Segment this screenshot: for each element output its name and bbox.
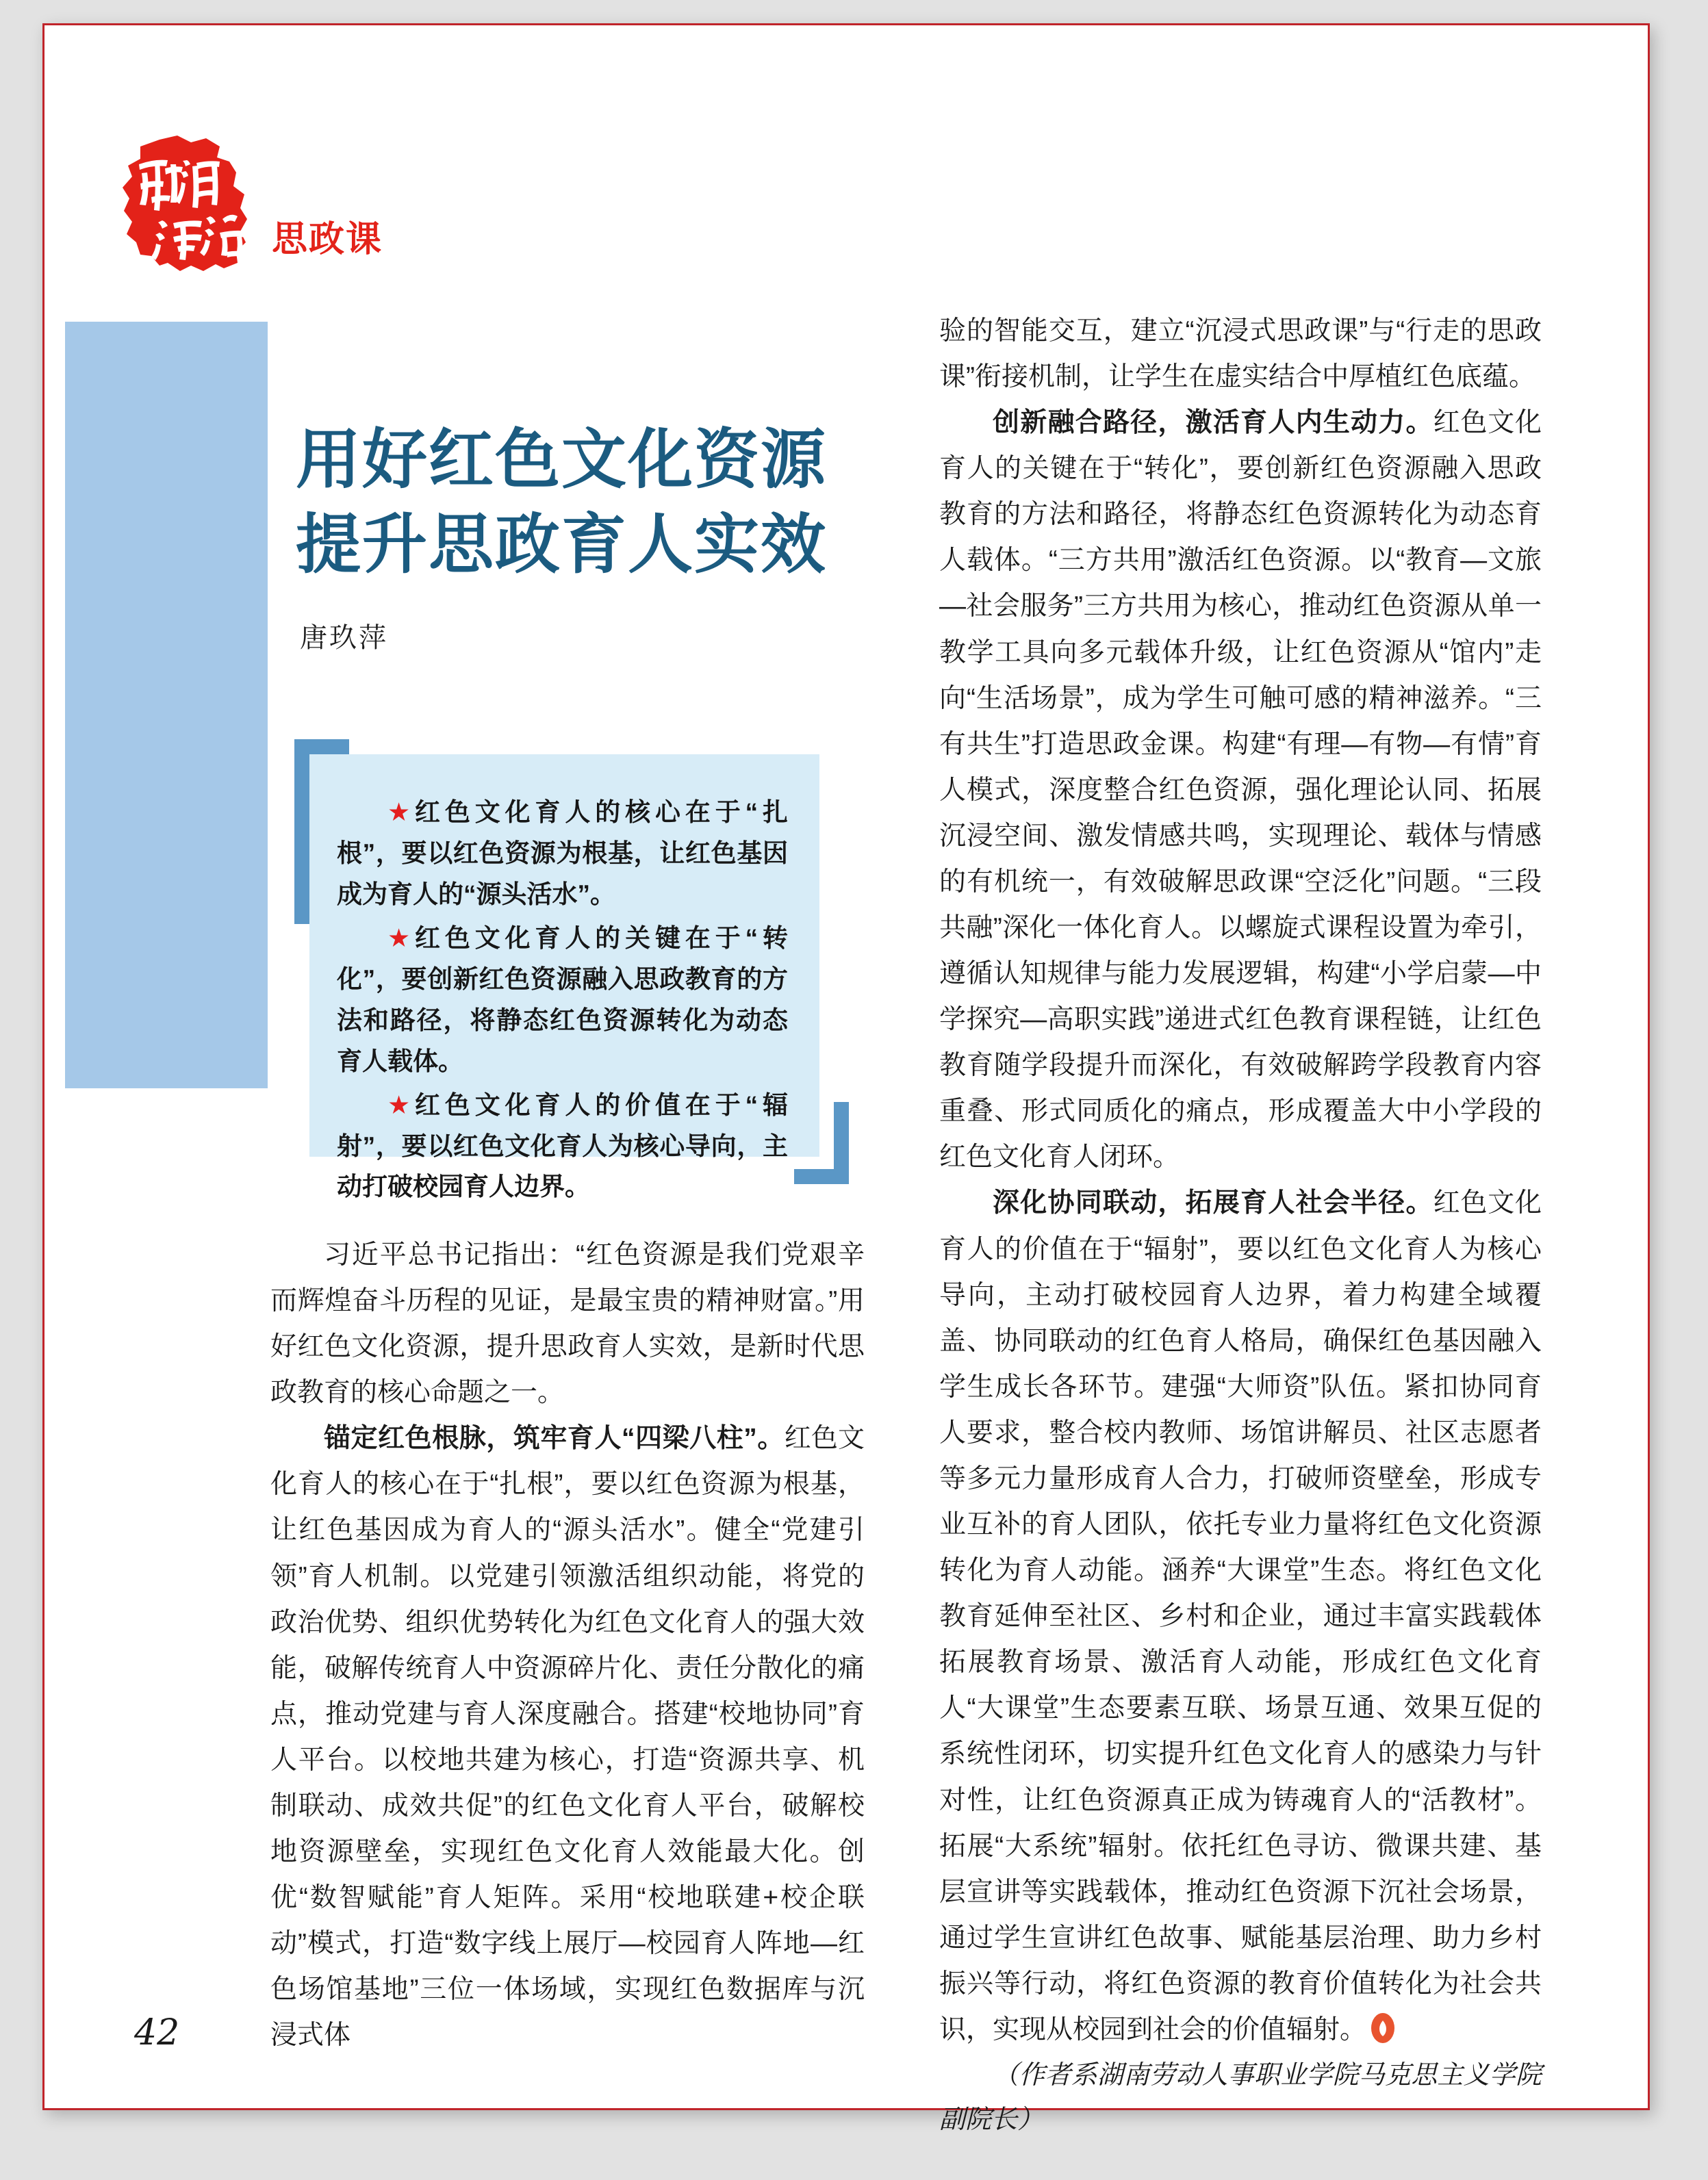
paragraph-lead: 深化协同联动，拓展育人社会半径。 (993, 1188, 1433, 1218)
callout-item (337, 792, 788, 915)
paragraph-text: 红色文化育人的核心在于“扎根”，要以红色资源为根基，让红色基因成为育人的“源头活水”。健全“党建引领”育人机制。以党建引领激活组织动能，将党的政治优势、组织优势转化为红色文化育人的强大效能，破解传统育人中资源碎片化、责任分散化的痛点，推动党建与育人深度融合。搭建“校地协同”育人平台。以校地共建为核心，打造“资源共享、机制联动、成效共促”的红色文化育人平台，破解校地资源壁垒，实现红色文化育人效能最大化。创优“数智赋能”育人矩阵。采用“校地联建+校企联动”模式，打造“数字线上展厅—校园育人阵地—红色场馆基地”三位一体场域，实现红色数据库与沉浸式体 (270, 1424, 865, 2051)
paragraph-text: 红色文化育人的价值在于“辐射”，要以红色文化育人为核心导向，主动打破校园育人边界，着力构建全域覆盖、协同联动的红色育人格局，确保红色基因融入学生成长各环节。建强“大师资”队伍。紧扣协同育人要求，整合校内教师、场馆讲解员、社区志愿者等多元力量形成育人合力，打破师资壁垒，形成专业互补的育人团队，依托专业力量将红色文化资源转化为育人动能。涵养“大课堂”生态。将红色文化教育延伸至社区、乡村和企业，通过丰富实践载体拓展教育场景、激活育人动能，形成红色文化育人“大课堂”生态要素互联、场景互通、效果互促的系统性闭环，切实提升红色文化育人的感染力与针对性，让红色资源真正成为铸魂育人的“活教材”。拓展“大系统”辐射。依托红色寻访、微课共建、基层宣讲等实践载体，推动红色资源下沉社会场景，通过学生宣讲红色故事、赋能基层治理、助力乡村振兴等行动，将红色资源的教育价值转化为社会共识，实现从校园到社会的价值辐射。 (939, 1188, 1542, 2044)
page-number: 42 (134, 2012, 180, 2053)
paragraph (939, 308, 1542, 400)
paragraph-text: 习近平总书记指出：“红色资源是我们党艰辛而辉煌奋斗历程的见证，是最宝贵的精神财富。”用好红色文化资源，提升思政育人实效，是新时代思政教育的核心命题之一。 (270, 1240, 865, 1408)
callout-item (337, 918, 788, 1082)
paragraph-lead: 创新融合路径，激活育人内生动力。 (993, 408, 1433, 438)
pull-quote-box (294, 739, 849, 1201)
column-label: 思政课 (272, 220, 383, 259)
author-credit: （作者系湖南劳动人事职业学院马克思主义学院副院长） (939, 2059, 1542, 2135)
star-bullet-icon: ★ (387, 923, 416, 952)
paragraph (270, 1232, 865, 1415)
xinxiang-pinglun-seal-icon (120, 134, 264, 274)
paragraph-text: 红色文化育人的关键在于“转化”，要创新红色资源融入思政教育的方法和路径，将静态红色资源转化为动态育人载体。“三方共用”激活红色资源。以“教育—文旅—社会服务”三方共用为核心，推动红色资源从单一教学工具向多元载体升级，让红色资源从“馆内”走向“生活场景”，成为学生可触可感的精神滋养。“三有共生”打造思政金课。构建“有理—有物—有情”育人模式，深度整合红色资源，强化理论认同、拓展沉浸空间、激发情感共鸣，实现理论、载体与情感的有机统一，有效破解思政课“空泛化”问题。“三段共融”深化一体化育人。以螺旋式课程设置为牵引，遵循认知规律与能力发展逻辑，构建“小学启蒙—中学探究—高职实践”递进式红色教育课程链，让红色教育随学段提升而深化，有效破解跨学段教育内容重叠、形式同质化的痛点，形成覆盖大中小学段的红色文化育人闭环。 (939, 408, 1542, 1172)
paragraph (270, 1415, 865, 2058)
star-bullet-icon: ★ (387, 798, 416, 826)
page-title (296, 418, 857, 587)
paragraph-text: 验的智能交互，建立“沉浸式思政课”与“行走的思政课”衔接机制，让学生在虚实结合中厚植红色底蕴。 (939, 316, 1542, 392)
body-column-right (939, 308, 1542, 2142)
callout-item (337, 1085, 788, 1208)
decorative-blue-panel (65, 322, 268, 1088)
end-of-article-icon (1369, 2012, 1397, 2044)
paragraph (939, 1180, 1542, 2052)
masthead (120, 134, 476, 278)
paragraph-lead: 锚定红色根脉，筑牢育人“四梁八柱”。 (324, 1424, 785, 1454)
callout-item-text: 红色文化育人的价值在于“辐射”，要以红色文化育人为核心导向，主动打破校园育人边界。 (337, 1090, 789, 1201)
callout-content (309, 754, 819, 1201)
page-title-line2: 提升思政育人实效 (296, 506, 828, 582)
author-byline: 唐玖萍 (300, 622, 388, 654)
page-title-line1: 用好红色文化资源 (296, 422, 828, 498)
star-bullet-icon: ★ (387, 1090, 416, 1119)
callout-item-text: 红色文化育人的关键在于“转化”，要创新红色资源融入思政教育的方法和路径，将静态红色资源转化为动态育人载体。 (337, 923, 789, 1075)
body-column-left (270, 1232, 865, 2058)
paragraph (939, 400, 1542, 1180)
callout-item-text: 红色文化育人的核心在于“扎根”，要以红色资源为根基，让红色基因成为育人的“源头活水”。 (337, 798, 789, 908)
